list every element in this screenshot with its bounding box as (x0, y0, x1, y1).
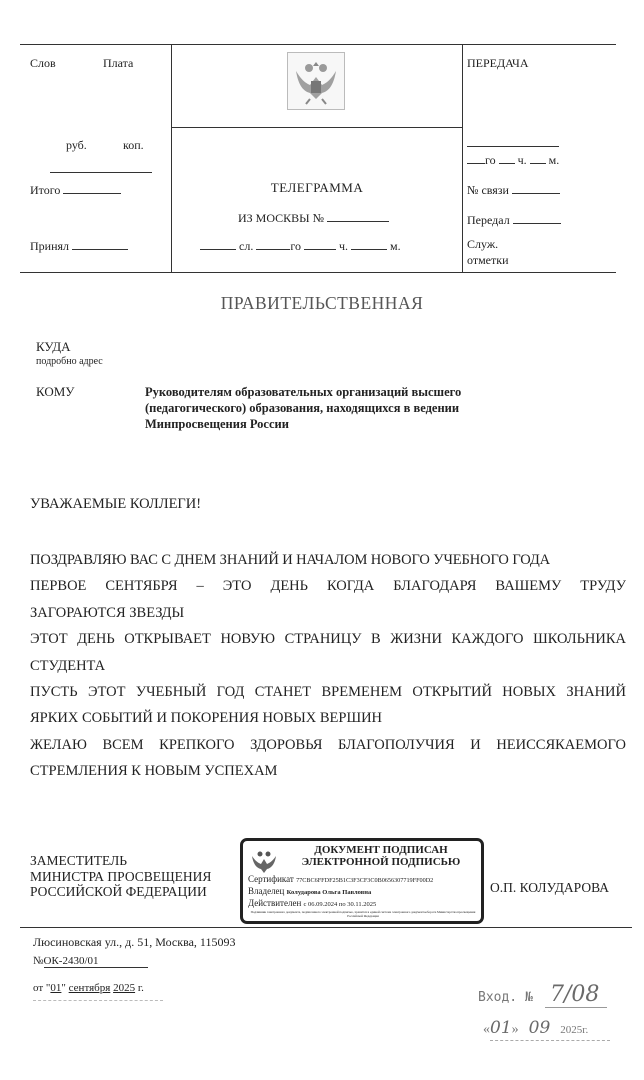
form-peredacha: ПЕРЕДАЧА (467, 56, 529, 70)
form-rub-label: руб. (66, 138, 87, 152)
form-slov-label: Слов (30, 56, 56, 70)
form-svyazi: № связи (467, 182, 560, 198)
salutation: УВАЖАЕМЫЕ КОЛЛЕГИ! (30, 496, 202, 512)
komu-label: КОМУ (36, 384, 75, 399)
date-faint-line (33, 1000, 163, 1001)
kuda-label: КУДА (36, 339, 71, 354)
incoming-stamp-label: Вход. № (478, 990, 533, 1005)
position-line: РОССИЙСКОЙ ФЕДЕРАЦИИ (30, 884, 207, 899)
form-divider-left (171, 44, 172, 273)
incoming-number: 7/08 (550, 982, 600, 1007)
kuda-sublabel: подробно адрес (36, 356, 103, 367)
form-amount-line (50, 172, 152, 173)
recipient-line: Минпросвещения России (145, 417, 289, 431)
form-prinyal: Принял (30, 238, 128, 254)
incoming-number-underline (545, 1007, 607, 1008)
form-right-time: го ч. м. (467, 152, 559, 168)
form-title: ТЕЛЕГРАММА (270, 180, 364, 195)
recipient (145, 384, 461, 432)
double-headed-eagle-icon (288, 53, 344, 109)
document-date: от "01" сентября 2025 г. (33, 982, 144, 994)
message-line: ПУСТЬ ЭТОТ УЧЕБНЫЙ ГОД СТАНЕТ ВРЕМЕНЕМ ОТКРЫТИЙ НОВЫХ ЗНАНИЙ (30, 684, 626, 701)
message-line: ЭТОТ ДЕНЬ ОТКРЫВАЕТ НОВУЮ СТРАНИЦУ В ЖИЗНИ КАЖДОГО ШКОЛЬНИКА (30, 631, 626, 648)
message-line: ПОЗДРАВЛЯЮ ВАС С ДНЕМ ЗНАНИЙ И НАЧАЛОМ НОВОГО УЧЕБНОГО ГОДА (30, 552, 551, 568)
message-line: СТУДЕНТА (30, 657, 106, 674)
message-body (30, 547, 626, 785)
form-peredal: Передал (467, 212, 561, 228)
position-line: ЗАМЕСТИТЕЛЬ (30, 853, 127, 868)
signatory-position (30, 853, 211, 900)
form-kop-label: коп. (123, 138, 144, 152)
message-line: ЯРКИХ СОБЫТИЙ И ПОКОРЕНИЯ НОВЫХ ВЕРШИН (30, 710, 383, 727)
telegram-category: ПРАВИТЕЛЬСТВЕННАЯ (220, 293, 424, 313)
recipient-line: (педагогического) образования, находящихся в ведении (145, 401, 460, 415)
form-time-row: сл. го ч. м. (200, 238, 401, 254)
form-from-moscow: ИЗ МОСКВЫ № (238, 210, 389, 226)
form-otmetki: отметки (467, 253, 509, 267)
form-bottom-border (20, 272, 616, 273)
emblem-icon (249, 846, 279, 876)
footer-divider (20, 927, 632, 928)
electronic-signature-stamp (240, 838, 484, 924)
esig-certificate: Сертификат 77CBC6FFDF25B1C3F3CF3C0B0656307719FF00D2 (248, 874, 434, 884)
esig-owner: Владелец Колударова Ольга Павловна (248, 886, 372, 896)
incoming-date-underline (490, 1040, 610, 1041)
message-line: ПЕРВОЕ СЕНТЯБРЯ – ЭТО ДЕНЬ КОГДА БЛАГОДАРЯ ВАШЕМУ ТРУДУ (30, 578, 626, 595)
signatory-name: О.П. КОЛУДАРОВА (490, 880, 610, 895)
message-line: ЖЕЛАЮ ВСЕМ КРЕПКОГО ЗДОРОВЬЯ БЛАГОПОЛУЧИЯ И НЕИССЯКАЕМОГО (30, 736, 626, 753)
form-peredacha-line (467, 146, 559, 147)
document-number: №ОК-2430/01 (33, 955, 148, 968)
form-plata-label: Плата (103, 56, 134, 70)
form-sluzh: Служ. (467, 237, 499, 251)
esig-fine-print: Подлинник электронного документа, подписанного электронной подписью, хранится в единой системе электронного документооборота Министерства просвещения Российской Федерации (250, 910, 476, 918)
form-top-border (20, 44, 616, 45)
position-line: МИНИСТРА ПРОСВЕЩЕНИЯ (30, 868, 212, 884)
incoming-date: «01» 09 2025г. (483, 1018, 589, 1038)
form-center-divider (171, 127, 463, 128)
esig-title (283, 844, 479, 868)
form-divider-right (462, 44, 463, 273)
message-line: ЗАГОРАЮТСЯ ЗВЕЗДЫ (30, 604, 185, 621)
ministry-address: Люсиновская ул., д. 51, Москва, 115093 (33, 935, 236, 949)
esig-title-line: ЭЛЕКТРОННОЙ ПОДПИСЬЮ (301, 856, 461, 868)
form-itogo: Итого (30, 182, 121, 198)
coat-of-arms-emblem (287, 52, 345, 110)
message-line: СТРЕМЛЕНИЯ К НОВЫМ УСПЕХАМ (30, 763, 278, 780)
recipient-line: Руководителям образовательных организаций высшего (145, 385, 462, 399)
esig-title-line: ДОКУМЕНТ ПОДПИСАН (314, 844, 448, 856)
esig-validity: Действителен с 06.09.2024 по 30.11.2025 (248, 898, 377, 908)
